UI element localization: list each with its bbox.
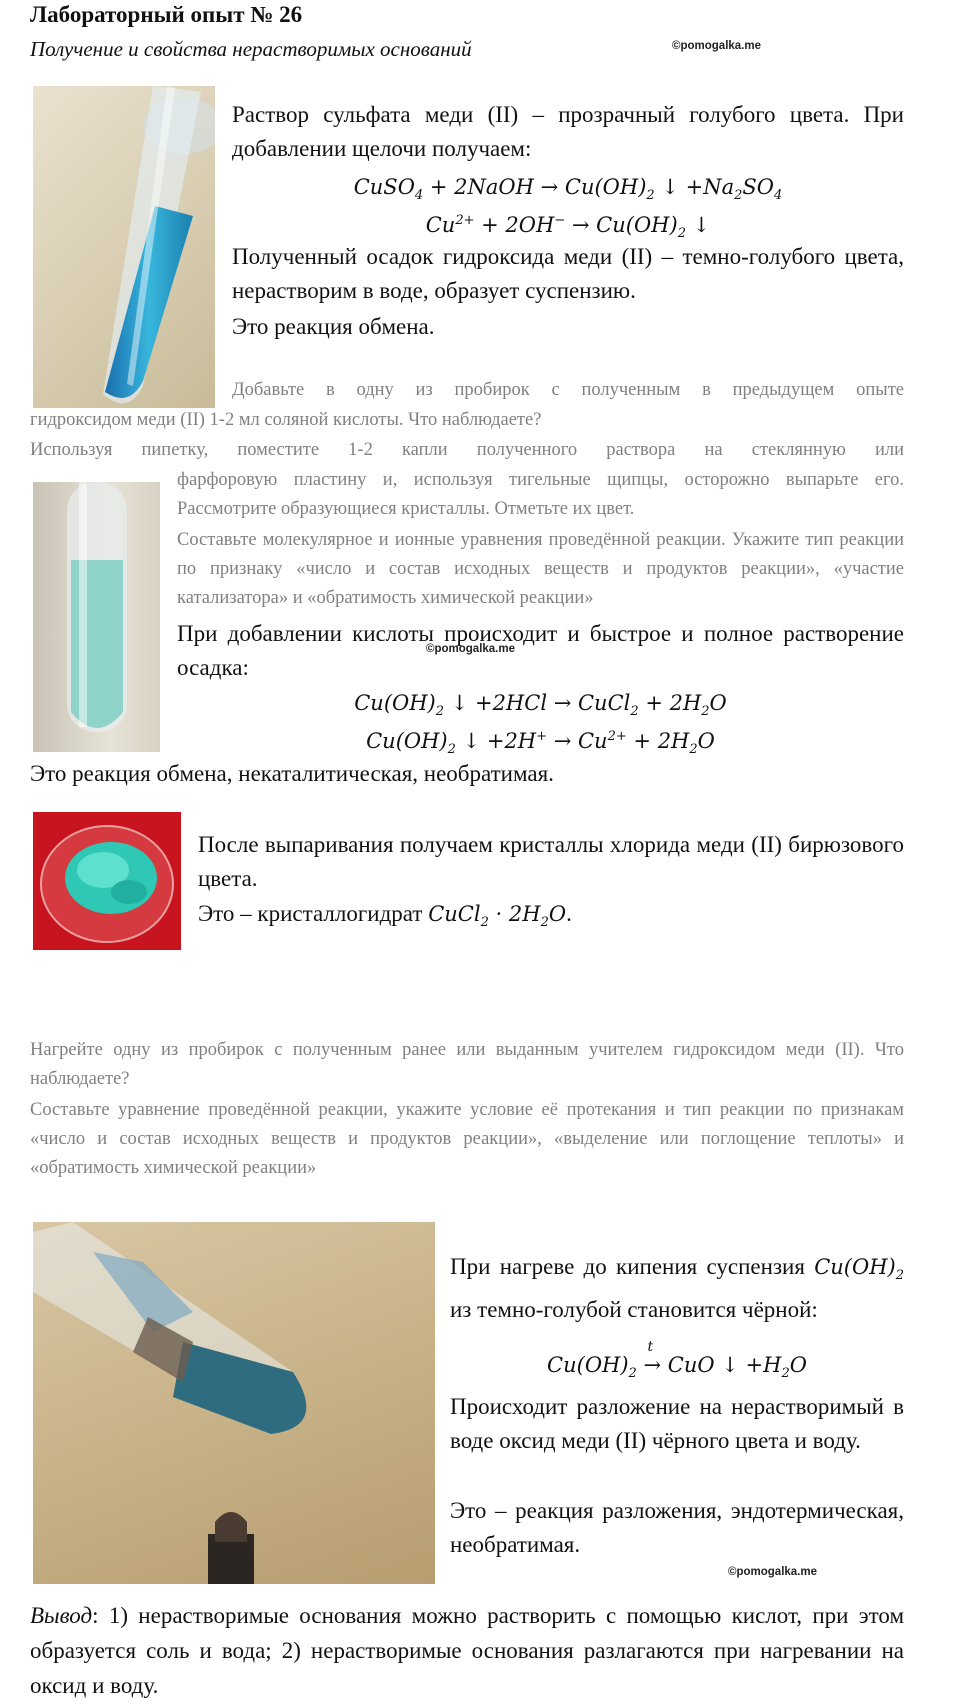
part2-eq1: $Cu(OH)_2$ ↓ +2HCl → CuCl$_2$ + $2H_2O$	[354, 691, 727, 720]
conclusion-label: Вывод	[30, 1603, 93, 1628]
task2-para: фарфоровую пластину и, используя тигельные щипцы, осторожно выпарьте его. Рассмотрите образующиеся кристаллы. Отметьте их цвет.	[177, 470, 904, 519]
part2-eq2: $Cu(OH)_2$ ↓ $+2H^+ \to Cu^{2+} + 2H_2O$	[366, 729, 715, 758]
task2-para2: Составьте молекулярное и ионные уравнения проведённой реакции. Укажите тип реакции по признаку «число и состав исходных веществ и продуктов реакции», «участие катализатора» и «обратимость химической реакции»	[177, 530, 904, 608]
part4-text3: Это – реакция разложения, эндотермическая, необратимая.	[450, 1498, 904, 1557]
part1-eq2: $Cu^{2+} + 2OH^- \to Cu(OH)_2$ ↓	[425, 213, 711, 242]
part1-eq1: CuSO$_4$ + 2NaOH → $Cu(OH)_2$ ↓ $+Na_2SO_4$	[353, 175, 783, 204]
part3-text2: Это – кристаллогидрат CuCl$_2$ · $2H_2O$.	[198, 901, 572, 931]
part4-text1: При нагреве до кипения суспензия $Cu(OH)_2$ из темно-голубой становится чёрной:	[450, 1254, 904, 1323]
watermark: ©pomogalka.me	[728, 1566, 817, 1578]
part2-text2: Это реакция обмена, некаталитическая, необратимая.	[30, 761, 554, 786]
task3-text: Нагрейте одну из пробирок с полученным ранее или выданным учителем гидроксидом меди (II). Что наблюдаете?	[30, 1040, 904, 1089]
watermark: ©pomogalka.me	[672, 40, 761, 52]
task2-line3: Используя пипетку, поместите 1-2 капли полученного раствора на стеклянную или	[30, 440, 904, 460]
conclusion-text: : 1) нерастворимые основания можно растворить с помощью кислот, при этом образуется соль и вода; 2) нерастворимые основания разлагаются при нагревании на оксид и воду.	[30, 1603, 904, 1698]
page-title: Лабораторный опыт № 26	[30, 2, 303, 27]
part1-text3: Это реакция обмена.	[232, 314, 435, 339]
crystals-photo	[33, 812, 181, 950]
test-tube-blue-photo	[33, 86, 215, 408]
heated-tube-photo	[33, 1222, 435, 1584]
part1-text1: Раствор сульфата меди (II) – прозрачный голубого цвета. При добавлении щелочи получаем:	[232, 102, 904, 161]
part3-text1: После выпаривания получаем кристаллы хлорида меди (II) бирюзового цвета.	[198, 832, 904, 891]
part4-eq: $Cu(OH)_2$ t → CuO ↓ $+H_2O$	[450, 1348, 904, 1391]
page-subtitle: Получение и свойства нерастворимых оснований	[30, 37, 472, 61]
watermark: ©pomogalka.me	[426, 643, 515, 655]
part2-text1: При добавлении кислоты происходит и быстрое и полное растворение осадка:	[177, 621, 904, 680]
task2-line1: Добавьте в одну из пробирок с полученным в предыдущем опыте	[232, 380, 904, 400]
task3-text2: Составьте уравнение проведённой реакции, укажите условие её протекания и тип реакции по признакам «число и состав исходных веществ и продуктов реакции», «выделение или поглощение теплоты» и «обратимость химической реакции»	[30, 1100, 904, 1178]
part1-text2: Полученный осадок гидроксида меди (II) – темно-голубого цвета, нерастворим в воде, образует суспензию.	[232, 244, 904, 303]
test-tube-lightblue-photo	[33, 482, 160, 752]
conclusion	[30, 1598, 904, 1703]
eq-condition: t	[647, 1339, 654, 1355]
task2-line2: гидроксидом меди (II) 1-2 мл соляной кислоты. Что наблюдаете?	[30, 410, 542, 430]
part4-text2: Происходит разложение на нерастворимый в воде оксид меди (II) чёрного цвета и воду.	[450, 1394, 904, 1453]
